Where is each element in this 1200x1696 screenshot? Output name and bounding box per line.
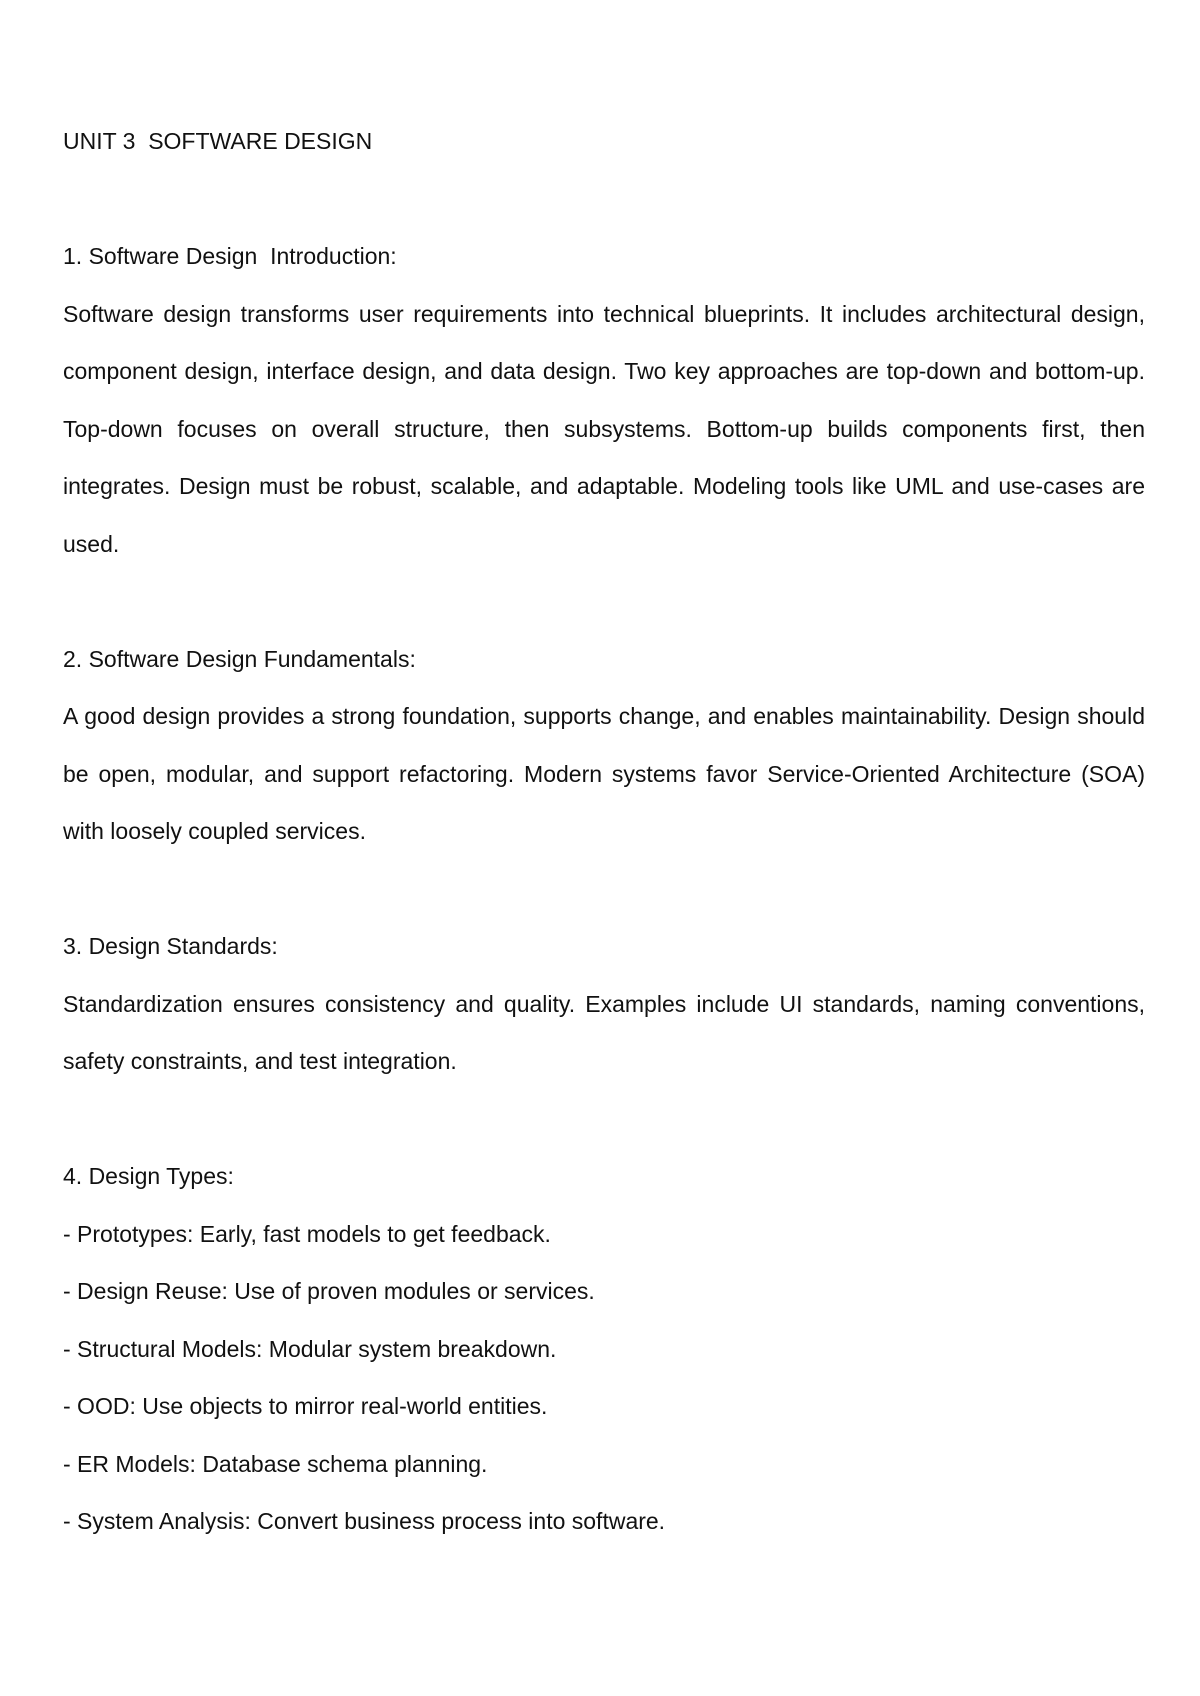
section-design-standards xyxy=(63,918,1145,1091)
document-content xyxy=(63,113,1145,1551)
section-paragraph: Software design transforms user requirements into technical blueprints. It includes architectural design, component design, interface design, and data design. Two key approaches are top-down and bottom-up. Top-down focuses on overall structure, then subsystems. Bottom-up builds components first, then integrates. Design must be robust, scalable, and adaptable. Modeling tools like UML and use-cases are used. xyxy=(63,300,1145,557)
section-heading: 4. Design Types: xyxy=(63,1163,234,1189)
spacer xyxy=(63,573,1145,631)
section-heading: 1. Software Design Introduction: xyxy=(63,243,397,269)
section-paragraph: A good design provides a strong foundation, supports change, and enables maintainability. Design should be open, modular, and support refactoring. Modern systems favor Service-Oriented Architecture (SOA) with loosely coupled services. xyxy=(63,703,1145,844)
list-item: - OOD: Use objects to mirror real-world entities. xyxy=(63,1393,548,1419)
spacer xyxy=(63,861,1145,919)
list-item: - Structural Models: Modular system breakdown. xyxy=(63,1335,557,1362)
document-title: UNIT 3 SOFTWARE DESIGN xyxy=(63,128,373,154)
list-item: - ER Models: Database schema planning. xyxy=(63,1450,488,1477)
section-introduction xyxy=(63,228,1145,573)
section-heading: 3. Design Standards: xyxy=(63,933,278,959)
list-item: - Design Reuse: Use of proven modules or services. xyxy=(63,1278,595,1304)
design-types-list xyxy=(63,1206,1145,1551)
list-item: - Prototypes: Early, fast models to get feedback. xyxy=(63,1220,551,1247)
spacer xyxy=(63,1091,1145,1149)
section-design-types xyxy=(63,1148,1145,1551)
section-fundamentals xyxy=(63,631,1145,861)
spacer xyxy=(63,171,1145,229)
list-item: - System Analysis: Convert business process into software. xyxy=(63,1508,666,1534)
section-heading: 2. Software Design Fundamentals: xyxy=(63,645,416,672)
section-paragraph: Standardization ensures consistency and quality. Examples include UI standards, naming conventions, safety constraints, and test integration. xyxy=(63,990,1145,1074)
